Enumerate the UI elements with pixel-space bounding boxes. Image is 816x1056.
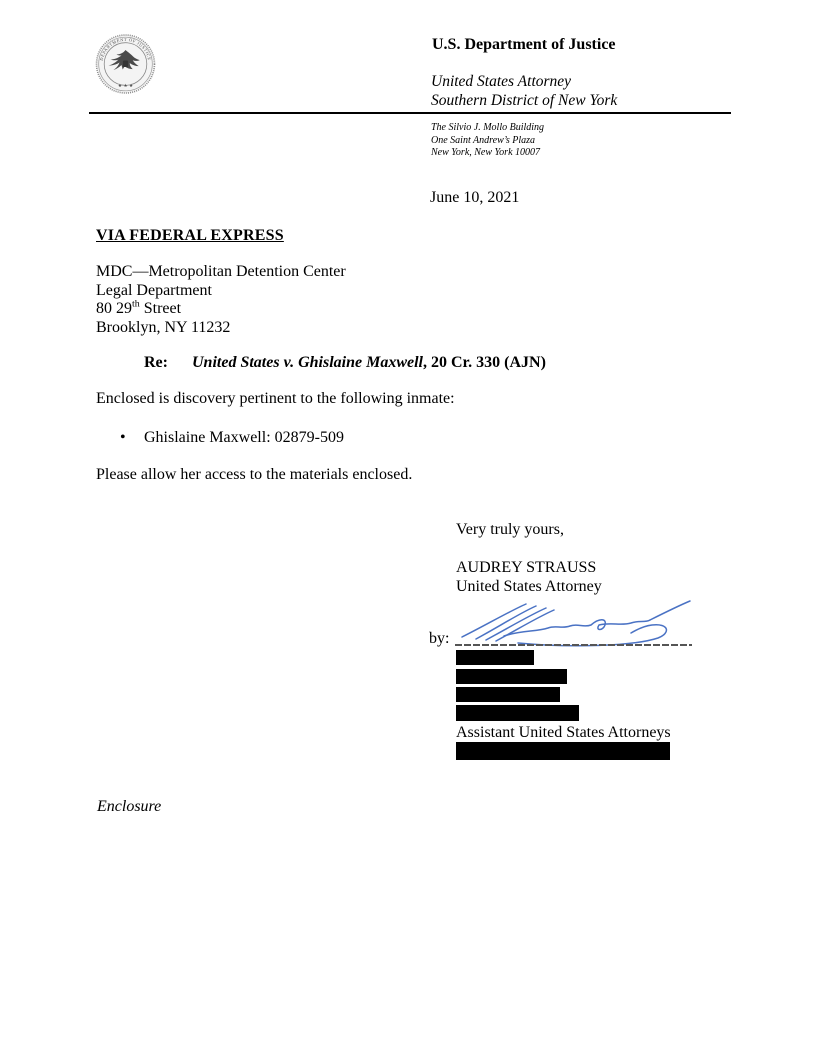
doj-seal-svg — [94, 33, 157, 95]
delivery-method: VIA FEDERAL EXPRESS — [96, 227, 284, 244]
address-city: New York, New York 10007 — [431, 147, 541, 159]
district-line: Southern District of New York — [431, 92, 618, 109]
seal-ring-text: DEPARTMENT OF JUSTICE — [98, 36, 153, 62]
re-line — [144, 354, 546, 372]
recipient-street — [96, 300, 346, 319]
street-ordinal: th — [132, 298, 140, 310]
date-line: June 10, 2021 — [430, 189, 520, 206]
redaction-bar — [456, 742, 670, 760]
bullet-icon: • — [120, 429, 126, 446]
signer-title: United States Attorney — [456, 578, 602, 595]
inmate-item: Ghislaine Maxwell: 02879-509 — [144, 429, 344, 446]
body-intro: Enclosed is discovery pertinent to the following inmate: — [96, 390, 455, 407]
redaction-bar — [456, 705, 579, 721]
attorneys-title: Assistant United States Attorneys — [456, 724, 671, 741]
redaction-bar — [456, 687, 560, 702]
street-number: 80 29 — [96, 300, 132, 318]
recipient-name: MDC—Metropolitan Detention Center — [96, 263, 346, 280]
recipient-address — [96, 263, 346, 337]
letterhead-rule — [89, 112, 731, 114]
enclosure-note: Enclosure — [97, 798, 162, 815]
address-street: One Saint Andrew’s Plaza — [431, 134, 535, 146]
agency-title: U.S. Department of Justice — [432, 36, 616, 53]
office-line: United States Attorney — [431, 73, 572, 90]
doj-seal-icon — [94, 33, 157, 95]
by-label: by: — [429, 630, 450, 647]
recipient-city: Brooklyn, NY 11232 — [96, 318, 231, 336]
address-building: The Silvio J. Mollo Building — [431, 122, 545, 133]
letterhead-address — [431, 122, 544, 160]
case-name: United States v. Ghislaine Maxwell — [192, 354, 423, 371]
redaction-bar — [456, 650, 534, 665]
recipient-department: Legal Department — [96, 281, 212, 299]
re-label: Re: — [144, 354, 168, 371]
street-rest: Street — [139, 300, 182, 318]
signer-name: AUDREY STRAUSS — [456, 559, 597, 576]
body-request: Please allow her access to the materials enclosed. — [96, 466, 413, 483]
seal-stars: ★ ★ ★ — [117, 84, 134, 89]
case-number: , 20 Cr. 330 (AJN) — [422, 354, 546, 371]
valediction: Very truly yours, — [456, 521, 564, 538]
office-block — [431, 72, 617, 110]
redaction-bar — [456, 669, 567, 684]
signature-line — [455, 644, 692, 646]
